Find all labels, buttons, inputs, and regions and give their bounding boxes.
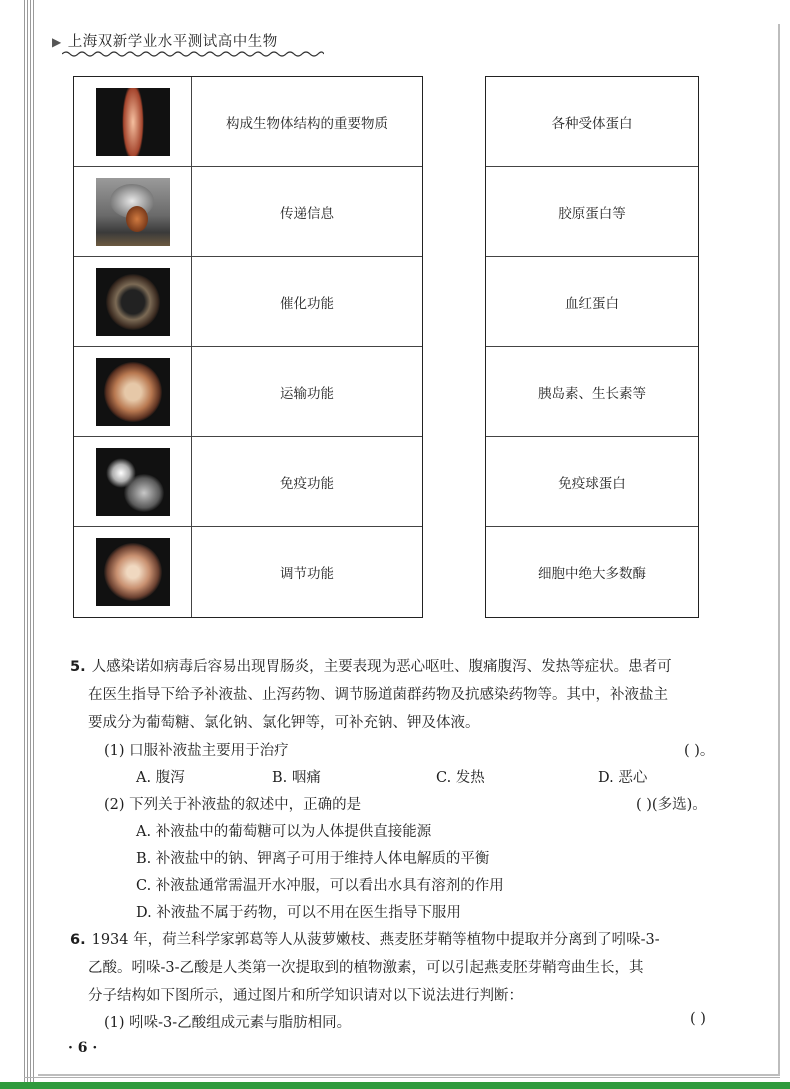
question-5-sub-1: (1) 口服补液盐主要用于治疗	[104, 743, 289, 759]
question-6-line-3: 分子结构如下图所示，通过图片和所学知识请对以下说法进行判断：	[88, 988, 523, 1004]
question-5-line-3: 要成分为葡萄糖、氯化钠、氯化钾等，可补充钠、钾及体液。	[88, 715, 480, 731]
protein-example: 细胞中绝大多数酶	[538, 566, 646, 582]
table-row	[74, 77, 422, 167]
protein-function-table	[73, 76, 423, 618]
question-number: 5.	[70, 659, 86, 675]
function-label: 运输功能	[280, 385, 334, 402]
question-6-line-1: 6. 1934 年，荷兰科学家郭葛等人从菠萝嫩枝、燕麦胚芽鞘等植物中提取并分离到了吲哚-3-	[70, 932, 660, 948]
function-label: 构成生物体结构的重要物质	[226, 115, 388, 132]
table-row	[486, 347, 698, 437]
answer-bracket[interactable]: ( )	[690, 1011, 706, 1027]
protein-example: 免疫球蛋白	[558, 475, 626, 492]
option-b[interactable]: B. 补液盐中的钠、钾离子可用于维持人体电解质的平衡	[136, 851, 490, 867]
table-row	[74, 527, 422, 617]
question-6-sub-1: (1) 吲哚-3-乙酸组成元素与脂肪相同。	[104, 1015, 352, 1031]
header-underline-wave	[62, 50, 324, 58]
page-header	[52, 30, 278, 51]
protein-example: 胶原蛋白等	[558, 205, 626, 222]
table-row	[74, 257, 422, 347]
answer-bracket[interactable]: ( )。	[684, 743, 715, 759]
table-row	[486, 437, 698, 527]
protein-structure-photo	[96, 358, 170, 426]
option-c[interactable]: C. 补液盐通常需温开水冲服，可以看出水具有溶剂的作用	[136, 878, 504, 894]
page-number: · 6 ·	[68, 1040, 98, 1056]
question-number: 6.	[70, 932, 86, 948]
header-title: 上海双新学业水平测试高中生物	[67, 34, 278, 50]
table-row	[74, 347, 422, 437]
question-5-line-2: 在医生指导下给予补液盐、止泻药物、调节肠道菌群药物及抗感染药物等。其中，补液盐主	[88, 687, 668, 703]
protein-example: 各种受体蛋白	[551, 115, 633, 132]
option-c[interactable]: C. 发热	[436, 770, 485, 786]
question-5-line-1: 5. 人感染诺如病毒后容易出现胃肠炎，主要表现为恶心呕吐、腹痛腹泻、发热等症状。患者可	[70, 659, 672, 675]
protein-structure-photo	[96, 178, 170, 246]
protein-structure-photo	[96, 268, 170, 336]
table-row	[74, 167, 422, 257]
protein-structure-photo	[96, 538, 170, 606]
bottom-bar	[0, 1082, 790, 1089]
protein-structure-photo	[96, 88, 170, 156]
table-row	[486, 77, 698, 167]
question-5-sub-2: (2) 下列关于补液盐的叙述中，正确的是	[104, 797, 362, 813]
function-label: 调节功能	[280, 566, 334, 582]
table-row	[486, 167, 698, 257]
table-row	[486, 257, 698, 347]
answer-bracket[interactable]: ( )(多选)。	[636, 797, 707, 813]
option-d[interactable]: D. 补液盐不属于药物，可以不用在医生指导下服用	[136, 905, 461, 921]
function-label: 催化功能	[280, 295, 334, 312]
protein-example: 胰岛素、生长素等	[538, 385, 646, 402]
option-b[interactable]: B. 咽痛	[272, 770, 321, 786]
option-a[interactable]: A. 腹泻	[136, 770, 185, 786]
function-label: 传递信息	[280, 205, 334, 222]
function-label: 免疫功能	[280, 475, 334, 492]
option-a[interactable]: A. 补液盐中的葡萄糖可以为人体提供直接能源	[136, 824, 432, 840]
option-d[interactable]: D. 恶心	[598, 770, 648, 786]
question-6-line-2: 乙酸。吲哚-3-乙酸是人类第一次提取到的植物激素，可以引起燕麦胚芽鞘弯曲生长，其	[88, 960, 644, 976]
table-row	[486, 527, 698, 617]
protein-example-table	[485, 76, 699, 618]
triangle-icon: ▶	[52, 35, 62, 49]
protein-structure-photo	[96, 448, 170, 516]
protein-example: 血红蛋白	[565, 295, 619, 312]
table-row	[74, 437, 422, 527]
